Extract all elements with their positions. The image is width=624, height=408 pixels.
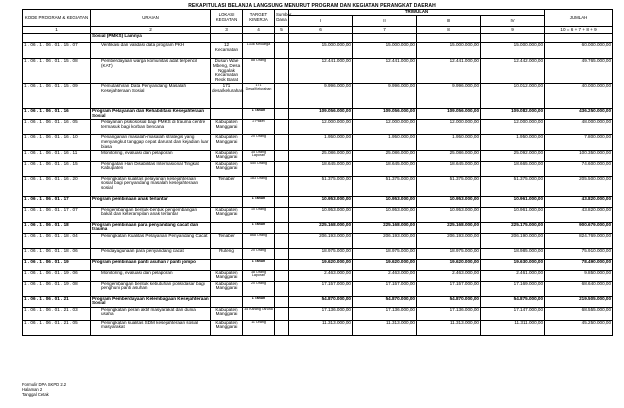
cell-q2: 17.136.000,00 [353,307,417,320]
cell-q4: 17.147.000,00 [481,307,545,320]
cell-q1: 18.645.000,00 [289,161,353,176]
header-uraian: URAIAN [91,10,211,27]
cell-q2: 18.645.000,00 [353,161,417,176]
cell-q4: 2.461.000,00 [481,270,545,281]
cell-uraian: Pengembangan bentuk-bentuk pengembangan bakat dan keterampilan anak terlantar [91,207,211,222]
table-row [23,320,613,335]
cell-lokasi: Kabupaten Manggarai [211,150,243,161]
cell-lokasi: Dusun Wae Mbeng, Desa Nggalak Kecamatan Reok Barat [211,59,243,84]
cell-kode: 1 . 06 . 1 . 06 . 01 . 16 . 15 [23,161,91,176]
cell-sumber [275,270,289,281]
header-sumber: Sumber Dana [275,10,289,27]
table-row [23,150,613,161]
cell-sumber [275,207,289,222]
cell-kode: 1 . 06 . 1 . 06 . 01 . 18 . 04 [23,233,91,248]
cell-q3: 18.975.000,00 [417,248,481,259]
footer-form-code: Formulir DPA SKPD 2.2 [22,382,67,387]
cell-kode: 1 . 06 . 1 . 06 . 01 . 16 . 11 [23,150,91,161]
footer-print-date: Tanggal Cetak [22,392,49,398]
cell-q4: 10.961.000,00 [481,196,545,207]
cell-target: 1 Tahun [243,296,275,307]
cell-target: 38 Orang Laporan [243,270,275,281]
cell-target: 1 Tahun [243,109,275,120]
cell-target: 10 Orang [243,207,275,222]
cell-uraian: Program pembinaan panti asuhan / panti jompo [91,259,211,270]
cell-q3: 17.157.000,00 [417,281,481,296]
cell-q2: 9.996.000,00 [353,84,417,109]
cell-sumber [275,135,289,150]
cell-kode: 1 . 06 . 1 . 06 . 01 . 21 . 03 [23,307,91,320]
cell-jumlah: 78.490.000,00 [545,259,613,270]
footer [22,382,66,397]
cell-lokasi [211,196,243,207]
cell-lokasi: Ruteng [211,248,243,259]
cell-target: 35 Karang Taruna [243,307,275,320]
col-number: 4 [243,27,275,34]
cell-uraian: Peningkatan peran aktif masyarakat dan dunia usaha [91,307,211,320]
cell-lokasi: Kabupaten Manggarai [211,207,243,222]
cell-q3: 10.953.000,00 [417,207,481,222]
cell-kode: 1 . 06 . 1 . 06 . 01 . 17 [23,196,91,207]
cell-uraian: Pendayagunaan para penyandang cacat [91,248,211,259]
cell-q3: 225.168.000,00 [417,222,481,233]
cell-jumlah: 40.000.000,00 [545,84,613,109]
table-row [23,59,613,84]
cell-jumlah: 9.850.000,00 [545,270,613,281]
cell-target: 88 Orang [243,59,275,84]
cell-q4: 18.665.000,00 [481,161,545,176]
budget-table [22,9,613,336]
cell-q1: 9.996.000,00 [289,84,353,109]
cell-sumber [275,59,289,84]
cell-q3: 12.441.000,00 [417,59,481,84]
cell-q4: 54.875.000,00 [481,296,545,307]
cell-q2: 17.157.000,00 [353,281,417,296]
cell-q4: 19.630.000,00 [481,259,545,270]
cell-sumber [275,150,289,161]
cell-q2: 10.953.000,00 [353,196,417,207]
table-row [23,207,613,222]
cell-q3: 54.870.000,00 [417,296,481,307]
col-number: 10 = 6 + 7 + 8 + 9 [545,27,613,34]
table-row [23,43,613,59]
cell-q3: 15.000.000,00 [417,43,481,59]
cell-q3: 12.000.000,00 [417,120,481,135]
cell-uraian: Monitoring, evaluasi dan pelaporan [91,150,211,161]
cell-target: 35 Orang Laporan [243,150,275,161]
cell-lokasi: Kabupaten Manggarai [211,270,243,281]
cell-uraian: Peringatan Hari Disabilitas Internasional Tingkat Kabupaten [91,161,211,176]
cell-lokasi: Kabupaten Manggarai [211,120,243,135]
cell-jumlah: 43.820.000,00 [545,207,613,222]
cell-target: 183 Orang [243,176,275,196]
cell-uraian: Sosial (PMKS) Lainnya [91,34,211,43]
cell-jumlah: 48.000.000,00 [545,120,613,135]
header-triwulan: TRIWULAN [289,10,545,16]
cell-lokasi [211,259,243,270]
cell-q4: 225.175.000,00 [481,222,545,233]
cell-q4: 1.950.000,00 [481,135,545,150]
cell-q4: 17.169.000,00 [481,281,545,296]
cell-sumber [275,259,289,270]
cell-kode: 1 . 06 . 1 . 06 . 01 . 15 . 07 [23,43,91,59]
cell-uraian: Penanganan masalah-masalah strategis yang menyangkut tanggap cepat darurat dan kejadian luar biasa [91,135,211,150]
cell-jumlah: 60.000.000,00 [545,43,613,59]
cell-jumlah: 900.679.000,00 [545,222,613,233]
table-row [23,109,613,120]
cell-q2: 12.441.000,00 [353,59,417,84]
table-row [23,135,613,150]
cell-kode: 1 . 06 . 1 . 06 . 01 . 21 . 05 [23,320,91,335]
cell-target: 1 Tahun [243,196,275,207]
table-row [23,248,613,259]
cell-kode: 1 . 06 . 1 . 06 . 01 . 19 . 08 [23,281,91,296]
cell-kode: 1 . 06 . 1 . 06 . 01 . 16 . 05 [23,120,91,135]
cell-target: 171 Desa/Kelurahan [243,84,275,109]
cell-sumber [275,222,289,233]
cell-q2: 51.375.000,00 [353,176,417,196]
col-number: 8 [417,27,481,34]
table-row [23,222,613,233]
cell-lokasi: 12 Kecamatan [211,43,243,59]
cell-q1: 1.950.000,00 [289,135,353,150]
table-body [23,34,613,336]
cell-lokasi: Kabupaten Manggarai [211,307,243,320]
cell-q2: 2.463.000,00 [353,270,417,281]
col-number: 5 [275,27,289,34]
cell-jumlah: 7.800.000,00 [545,135,613,150]
cell-sumber [275,307,289,320]
table-row [23,281,613,296]
header-kode: KODE PROGRAM & KEGIATAN [23,10,91,27]
cell-q2: 11.313.000,00 [353,320,417,335]
cell-kode: 1 . 06 . 1 . 06 . 01 . 19 . 06 [23,270,91,281]
cell-q2: 206.193.000,00 [353,233,417,248]
cell-jumlah: 100.350.000,00 [545,150,613,161]
cell-uraian: Pelayanan psikososial bagi PMKS di trauma centre termasuk bagi korban bencana [91,120,211,135]
cell-q1: 109.056.000,00 [289,109,353,120]
cell-jumlah: 49.765.000,00 [545,59,613,84]
cell-sumber [275,43,289,59]
col-number: 1 [23,27,91,34]
cell-uraian: Pengembangan bentuk kebutuhan polis/dasar bagi penghuni panti asuhan [91,281,211,296]
cell-target: 450 Orang [243,161,275,176]
cell-q2: 15.000.000,00 [353,43,417,59]
col-number: 9 [481,27,545,34]
cell-q4: 11.311.000,00 [481,320,545,335]
cell-lokasi [211,109,243,120]
table-row [23,196,613,207]
table-row [23,161,613,176]
cell-sumber [275,161,289,176]
cell-q1: 25.086.000,00 [289,150,353,161]
header-lokasi: LOKASI KEGIATAN [211,10,243,27]
cell-target: 2 Paket [243,120,275,135]
cell-sumber [275,34,289,43]
cell-lokasi: Kabupaten Manggarai [211,281,243,296]
cell-q1: 11.313.000,00 [289,320,353,335]
cell-jumlah: 45.250.000,00 [545,320,613,335]
cell-kode: 1 . 06 . 1 . 06 . 01 . 19 [23,259,91,270]
cell-q2: 109.056.000,00 [353,109,417,120]
cell-sumber [275,281,289,296]
cell-q4: 51.375.000,00 [481,176,545,196]
cell-q3: 9.996.000,00 [417,84,481,109]
cell-q1: 19.620.000,00 [289,259,353,270]
table-row [23,84,613,109]
cell-uraian: Program pembinaan anak terlantar [91,196,211,207]
cell-lokasi [211,296,243,307]
cell-q3: 25.086.000,00 [417,150,481,161]
cell-sumber [275,296,289,307]
col-number: 7 [353,27,417,34]
cell-target: 1 Tahun [243,259,275,270]
table-row [23,259,613,270]
cell-q1: 17.157.000,00 [289,281,353,296]
cell-q4: 12.000.000,00 [481,120,545,135]
cell-lokasi: Tenaber [211,176,243,196]
cell-q2: 225.168.000,00 [353,222,417,233]
cell-q3: 109.056.000,00 [417,109,481,120]
cell-q1: 2.463.000,00 [289,270,353,281]
cell-target: 20 Orang [243,135,275,150]
cell-sumber [275,233,289,248]
cell-sumber [275,320,289,335]
cell-lokasi [211,222,243,233]
cell-q3: 11.313.000,00 [417,320,481,335]
cell-lokasi: Kabupaten Manggarai [211,320,243,335]
cell-uraian: Program Pemberdayaan Kelembagaan Kesejahteraan Sosial [92,295,209,306]
cell-sumber [275,84,289,109]
cell-lokasi: Kabupaten Manggarai [211,135,243,150]
table-row [23,176,613,196]
cell-target: 20 Orang [243,248,275,259]
cell-q4: 18.985.000,00 [481,248,545,259]
cell-uraian: Pemutakhiran Data Penyandang Masalah Kesejahteraan Sosial [91,84,211,109]
table-row [23,296,613,307]
cell-q1: 18.975.000,00 [289,248,353,259]
cell-q4: 10.961.000,00 [481,207,545,222]
cell-kode: 1 . 06 . 1 . 06 . 01 . 18 . 06 [23,248,91,259]
cell-q4: 25.092.000,00 [481,150,545,161]
cell-q2: 54.870.000,00 [353,296,417,307]
cell-q4: 206.190.000,00 [481,233,545,248]
cell-target: 1336 Keluarga [243,43,275,59]
cell-jumlah: 75.910.000,00 [545,248,613,259]
cell-jumlah: 68.555.000,00 [545,307,613,320]
cell-target: 1 Tahun [243,222,275,233]
cell-jumlah: 43.820.000,00 [545,196,613,207]
cell-q4: 10.012.000,00 [481,84,545,109]
cell-sumber [275,176,289,196]
footer-page: Halaman 2 [22,387,43,393]
cell-q2: 18.975.000,00 [353,248,417,259]
cell-q1: 17.136.000,00 [289,307,353,320]
table-row [23,307,613,320]
cell-lokasi: 171 desa/kelurahan [211,84,243,109]
cell-q2: 19.620.000,00 [353,259,417,270]
cell-jumlah: 219.505.000,00 [545,296,613,307]
cell-q3: 51.375.000,00 [417,176,481,196]
cell-kode: 1 . 06 . 1 . 06 . 01 . 21 [23,296,91,307]
cell-q1: 15.000.000,00 [289,43,353,59]
header-target: TARGET KINERJA [243,10,275,27]
cell-lokasi: Tenaber [211,233,243,248]
cell-uraian: Pemberdayaan warga komunitas adat terpencil (KAT) [91,59,211,84]
cell-uraian: Program pembinaan para penyandang cacat dan trauma [91,222,211,233]
cell-uraian: Peningkatan Kualitas Pelayanan Penyandang Cacat [91,233,211,248]
cell-jumlah: 74.600.000,00 [545,161,613,176]
cell-uraian: Verifikasi dan validasi data program PKH [91,43,211,59]
cell-q1: 54.870.000,00 [289,296,353,307]
cell-kode: 1 . 06 . 1 . 06 . 01 . 18 [23,222,91,233]
cell-q4: 15.000.000,00 [481,43,545,59]
cell-q1: 10.953.000,00 [289,207,353,222]
cell-kode: 1 . 06 . 1 . 06 . 01 . 16 . 10 [23,135,91,150]
cell-q2: 1.950.000,00 [353,135,417,150]
col-number: 2 [91,27,211,34]
cell-q3: 10.953.000,00 [417,196,481,207]
cell-kode: 1 . 06 . 1 . 06 . 01 . 16 . 20 [23,176,91,196]
cell-q3: 1.950.000,00 [417,135,481,150]
cell-kode: 1 . 06 . 1 . 06 . 01 . 15 . 08 [23,59,91,84]
cell-q1: 206.193.000,00 [289,233,353,248]
cell-sumber [275,196,289,207]
report-title: REKAPITULASI BELANJA LANGSUNG MENURUT PROGRAM DAN KEGIATAN PERANGKAT DAERAH [188,3,436,9]
cell-q1: 51.375.000,00 [289,176,353,196]
header-q2: II [353,16,417,27]
cell-sumber [275,109,289,120]
cell-jumlah: 824.769.000,00 [545,233,613,248]
cell-sumber [275,120,289,135]
cell-q2: 25.086.000,00 [353,150,417,161]
cell-lokasi: Kabupaten Manggarai [211,161,243,176]
cell-q4: 12.442.000,00 [481,59,545,84]
cell-q2: 12.000.000,00 [353,120,417,135]
cell-q4: 109.082.000,00 [481,109,545,120]
header-q3: III [417,16,481,27]
cell-q1: 12.441.000,00 [289,59,353,84]
cell-uraian: Program Pelayanan dan Rehabilitasi Kesejahteraan Sosial [91,109,211,120]
cell-uraian: Monitoring, evaluasi dan pelaporan [91,270,211,281]
cell-uraian: Peningkatan kualitas SDM kesejahteraan sosial masyarakat [91,320,211,335]
cell-target: 20 Orang [243,281,275,296]
cell-kode: 1 . 06 . 1 . 06 . 01 . 15 . 09 [23,84,91,109]
header-q4: IV [481,16,545,27]
cell-q1: 225.168.000,00 [289,222,353,233]
cell-uraian: Peningkatan kualitas pelayanan kesejahteraan sosial bagi penyandang masalah kesejahteraan sosial [91,176,211,196]
table-row [23,120,613,135]
cell-q2: 10.953.000,00 [353,207,417,222]
cell-jumlah: 436.250.000,00 [545,109,613,120]
cell-q3: 206.193.000,00 [417,233,481,248]
cell-q1: 10.953.000,00 [289,196,353,207]
cell-sumber [275,248,289,259]
table-row [23,270,613,281]
table-row [23,233,613,248]
cell-q3: 17.136.000,00 [417,307,481,320]
col-number: 6 [289,27,353,34]
cell-jumlah: 68.640.000,00 [545,281,613,296]
cell-target: 868 Orang [243,233,275,248]
header-q1: I [289,16,353,27]
col-number: 3 [211,27,243,34]
cell-kode: 1 . 06 . 1 . 06 . 01 . 16 [23,109,91,120]
cell-jumlah: 205.500.000,00 [545,176,613,196]
cell-q1: 12.000.000,00 [289,120,353,135]
cell-q3: 19.620.000,00 [417,259,481,270]
cell-kode: 1 . 06 . 1 . 06 . 01 . 17 . 07 [23,207,91,222]
cell-target: 11 Orang [243,320,275,335]
cell-q3: 2.463.000,00 [417,270,481,281]
header-jumlah: JUMLAH [545,10,613,27]
cell-q3: 18.645.000,00 [417,161,481,176]
